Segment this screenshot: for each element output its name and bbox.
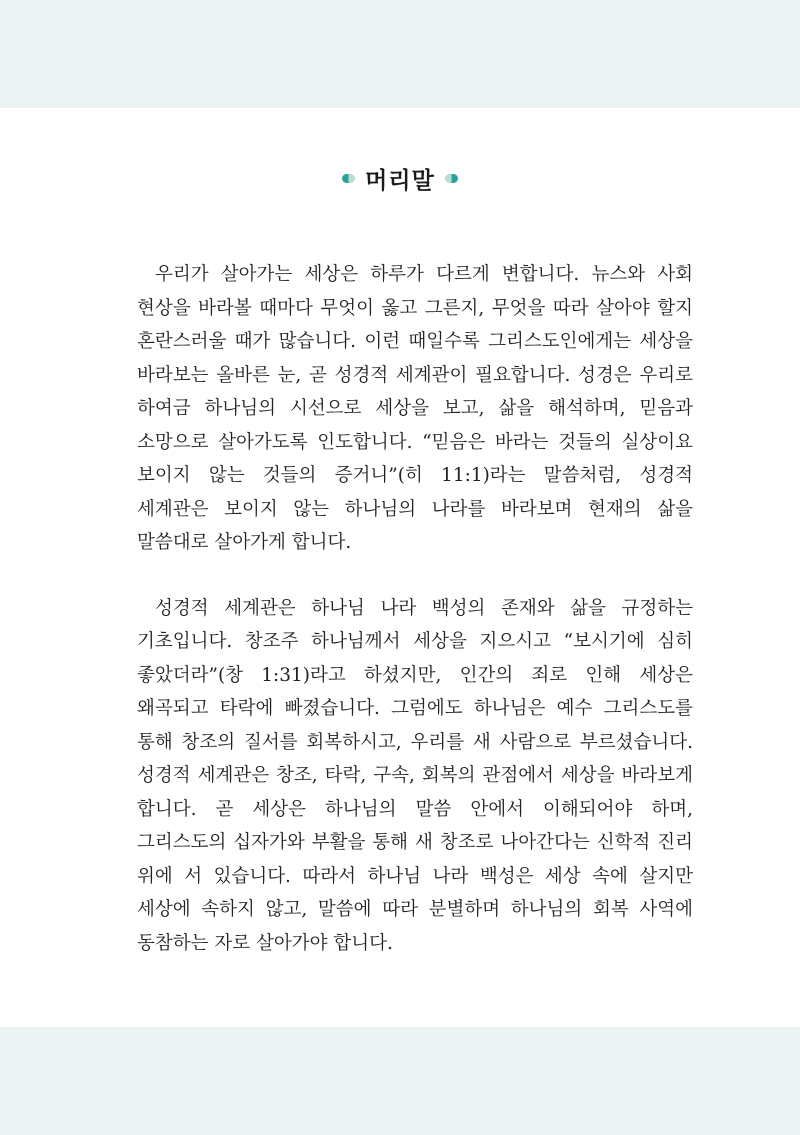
bottom-band (0, 1027, 800, 1135)
top-band (0, 0, 800, 108)
page-title: 머리말 (365, 168, 435, 194)
paragraph-1: 우리가 살아가는 세상은 하루가 다르게 변합니다. 뉴스와 사회 현상을 바라볼 때마다 무엇이 옳고 그른지, 무엇을 따라 살아야 할지 혼란스러울 때가 많습니다. 이런 때일수록 그리스도인에게는 세상을 바라보는 올바른 눈, 곧 성경적 세계관이 필요합니다. 성경은 우리로 하여금 하나님의 시선으로 세상을 보고, 삶을 해석하며, 믿음과 소망으로 살아가도록 인도합니다. “믿음은 바라는 것들의 실상이요 보이지 않는 것들의 증거니”(히 11:1)라는 말씀처럼, 성경적 세계관은 보이지 않는 하나님의 나라를 바라보며 현재의 삶을 말씀대로 살아가게 합니다. (137, 264, 693, 553)
bullet-dot-right-icon (445, 174, 458, 183)
bullet-dot-left-icon (342, 174, 355, 183)
body-text (137, 258, 693, 992)
heading-row (0, 162, 800, 195)
paragraph-2: 성경적 세계관은 하나님 나라 백성의 존재와 삶을 규정하는 기초입니다. 창조주 하나님께서 세상을 지으시고 “보시기에 심히 좋았더라”(창 1:31)라고 하셨지만, 인간의 죄로 인해 세상은 왜곡되고 타락에 빠졌습니다. 그럼에도 하나님은 예수 그리스도를 통해 창조의 질서를 회복하시고, 우리를 새 사람으로 부르셨습니다. 성경적 세계관은 창조, 타락, 구속, 회복의 관점에서 세상을 바라보게 합니다. 곧 세상은 하나님의 말씀 안에서 이해되어야 하며, 그리스도의 십자가와 부활을 통해 새 창조로 나아간다는 신학적 진리 위에 서 있습니다. 따라서 하나님 나라 백성은 세상 속에 살지만 세상에 속하지 않고, 말씀에 따라 분별하며 하나님의 회복 사역에 동참하는 자로 살아가야 합니다. (137, 597, 693, 954)
